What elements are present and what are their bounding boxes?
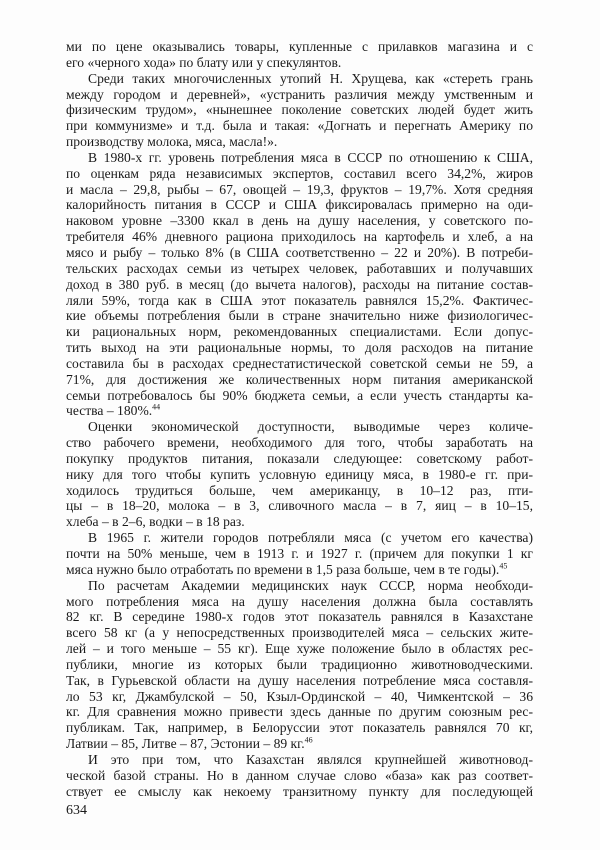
text-line-content: тить выход на эти рациональные нормы, то доля расходов на питание	[66, 340, 533, 356]
text-line	[66, 245, 533, 261]
text-line	[66, 704, 533, 720]
text-line-content: ляли 59%, тогда как в США этот показатель равнялся 15,2%. Фактичес-	[66, 292, 533, 308]
text-line	[66, 39, 533, 55]
text-line-content: нику для того чтобы купить условную единицу мяса, в 1980-е гг. при-	[66, 466, 533, 482]
text-line-content: ми по цене оказывались товары, купленные с прилавков магазина и с	[66, 39, 533, 54]
footnote-marker: 45	[499, 561, 508, 571]
text-line	[66, 229, 533, 245]
text-line-content: 82 кг. В середине 1980-х годов этот показатель равнялся в Казахстане	[66, 609, 533, 625]
text-line	[66, 451, 533, 467]
text-line	[66, 720, 533, 736]
text-line-content: наковом уровне –3300 ккал в день на душу населения, у советского по-	[66, 213, 533, 229]
text-line-content: Оценки экономической доступности, выводимые через количе-	[88, 419, 533, 435]
text-line-content: И это при том, что Казахстан являлся крупнейшей животновод-	[88, 751, 533, 767]
text-line	[66, 388, 533, 404]
text-line	[66, 657, 533, 673]
text-line	[66, 102, 533, 118]
text-line-content: семьи потребовалось бы 90% бюджета семьи, а если учесть стандарты ка-	[66, 387, 533, 403]
text-line	[66, 467, 533, 483]
text-line	[66, 118, 533, 134]
footnote-marker: 44	[152, 402, 161, 412]
text-line-content: требителя 46% дневного рациона приходилось на картофель и хлеб, а на	[66, 229, 533, 245]
text-line	[66, 356, 533, 372]
text-line	[66, 150, 533, 166]
text-line	[66, 372, 533, 388]
text-line	[66, 197, 533, 213]
text-line-content: по оценкам ряда независимых экспертов, составил всего 34,2%, жиров	[66, 165, 533, 181]
text-line	[66, 514, 533, 530]
text-line	[66, 324, 533, 340]
text-line-content: ческой базой страны. Но в данном случае слово «база» как раз соответ-	[66, 767, 533, 783]
text-line-content: ство рабочего времени, необходимого для того, чтобы заработать на	[66, 435, 533, 451]
footnote-marker: 46	[304, 735, 313, 745]
text-line	[66, 689, 533, 705]
text-line-content: мого потребления мяса на душу населения должна была составлять	[66, 593, 533, 609]
text-line-content: цы – в 18–20, молока – в 3, сливочного масла – в 7, яиц – в 10–15,	[66, 498, 533, 514]
text-line	[66, 166, 533, 182]
text-line-content: кг. Для сравнения можно привести здесь данные по другим союзным рес-	[66, 704, 533, 720]
text-line	[66, 483, 533, 499]
text-line	[66, 71, 533, 87]
text-line-content: Латвии – 85, Литве – 87, Эстонии – 89 кг.	[66, 736, 305, 752]
text-line-content: публики, многие из которых были традиционно животноводческими.	[66, 656, 533, 672]
page-number: 634	[66, 803, 87, 818]
text-line-content: почти на 50% меньше, чем в 1913 г. и 1927 г. (причем для покупки 1 кг	[66, 546, 533, 561]
text-line-content: ло 53 кг, Джамбулской – 50, Кзыл-Ординской – 40, Чимкентской – 36	[66, 688, 533, 704]
text-line	[66, 784, 533, 800]
text-line	[66, 261, 533, 277]
text-line-content: производству молока, мяса, масла!».	[66, 134, 278, 150]
text-line-content: доход в 380 руб. в месяц (до вычета налогов), расходы на питание состав-	[66, 276, 533, 292]
text-line	[66, 736, 533, 752]
paragraph	[66, 150, 533, 419]
text-line-content: публикам. Так, например, в Белоруссии этот показатель равнялся 70 кг,	[66, 720, 533, 736]
paragraph	[66, 578, 533, 752]
text-line	[66, 625, 533, 641]
text-line-content: хлеба – в 2–6, водки – в 18 раз.	[66, 514, 245, 530]
body-text	[66, 39, 533, 800]
text-line	[66, 308, 533, 324]
text-line	[66, 435, 533, 451]
text-line-content: В 1965 г. жители городов потребляли мяса (с учетом его качества)	[88, 530, 533, 546]
text-line	[66, 419, 533, 435]
text-line-content: мясо и рыбу – только 8% (в США соответственно – 22 и 20%). В потреби-	[66, 244, 533, 260]
text-line	[66, 87, 533, 103]
text-line	[66, 641, 533, 657]
text-line-content: чества – 180%.	[66, 403, 153, 419]
text-line	[66, 340, 533, 356]
text-line-content: ки рациональных норм, рекомендованных специалистами. Если допус-	[66, 324, 533, 340]
text-line-content: тельских расходах семьи из четырех человек, работавших и получавших	[66, 260, 533, 276]
text-line-content: калорийность питания в СССР и США фиксировалась примерно на оди-	[66, 197, 533, 213]
text-line-content: По расчетам Академии медицинских наук СССР, норма необходи-	[88, 577, 533, 593]
text-line-content: лей – и того меньше – 55 кг). Еще хуже положение было в областях рес-	[66, 641, 533, 657]
text-line-content: всего 58 кг (а у непосредственных производителей мяса – сельских жите-	[66, 625, 533, 641]
text-line	[66, 403, 533, 419]
text-line	[66, 578, 533, 594]
text-line	[66, 182, 533, 198]
paragraph	[66, 530, 533, 578]
paragraph	[66, 752, 533, 800]
text-line-content: физическим трудом», «нынешнее поколение советских людей будет жить	[66, 102, 533, 118]
text-line-content: между городом и деревней», «устранить различия между умственным и	[66, 86, 533, 102]
text-line-content: и масла – 29,8, рыбы – 67, овощей – 19,3, фруктов – 19,7%. Хотя средняя	[66, 181, 533, 197]
text-line-content: его «черного хода» по блату или у спекулянтов.	[66, 54, 342, 70]
text-line-content: покупку продуктов питания, показали следующее: советскому работ-	[66, 450, 533, 466]
text-line	[66, 213, 533, 229]
paragraph	[66, 39, 533, 71]
text-line-content: ствует ее смыслу как некоему транзитному пункту для последующей	[66, 783, 533, 799]
text-line	[66, 768, 533, 784]
text-line-content: составила бы в расходах среднестатистической советской семьи не 59, а	[66, 355, 533, 371]
text-line	[66, 673, 533, 689]
text-line-content: кие объемы потребления были в стране значительно ниже физиологичес-	[66, 308, 533, 324]
text-line-content: мяса нужно было отработать по времени в 1,5 раза больше, чем в те годы).	[66, 561, 500, 577]
text-line-content: Так, в Гурьевской области на душу населения потребление мяса составля-	[66, 672, 533, 688]
text-line	[66, 277, 533, 293]
text-line-content: 71%, для достижения же количественных норм питания американской	[66, 371, 533, 387]
paragraph	[66, 419, 533, 530]
text-line-content: при коммунизме» и т.д. была и такая: «Догнать и перегнать Америку по	[66, 118, 533, 134]
text-line	[66, 609, 533, 625]
text-line-content: ходилось трудиться больше, чем американцу, в 10–12 раз, пти-	[66, 482, 533, 498]
text-line	[66, 530, 533, 546]
text-line	[66, 134, 533, 150]
text-line	[66, 594, 533, 610]
text-line	[66, 498, 533, 514]
text-line	[66, 752, 533, 768]
text-line	[66, 293, 533, 309]
text-line	[66, 562, 533, 578]
text-line	[66, 55, 533, 71]
text-line-content: В 1980-х гг. уровень потребления мяса в СССР по отношению к США,	[88, 149, 533, 165]
text-line	[66, 546, 533, 562]
text-line-content: Среди таких многочисленных утопий Н. Хрущева, как «стереть грань	[88, 70, 533, 86]
paragraph	[66, 71, 533, 150]
